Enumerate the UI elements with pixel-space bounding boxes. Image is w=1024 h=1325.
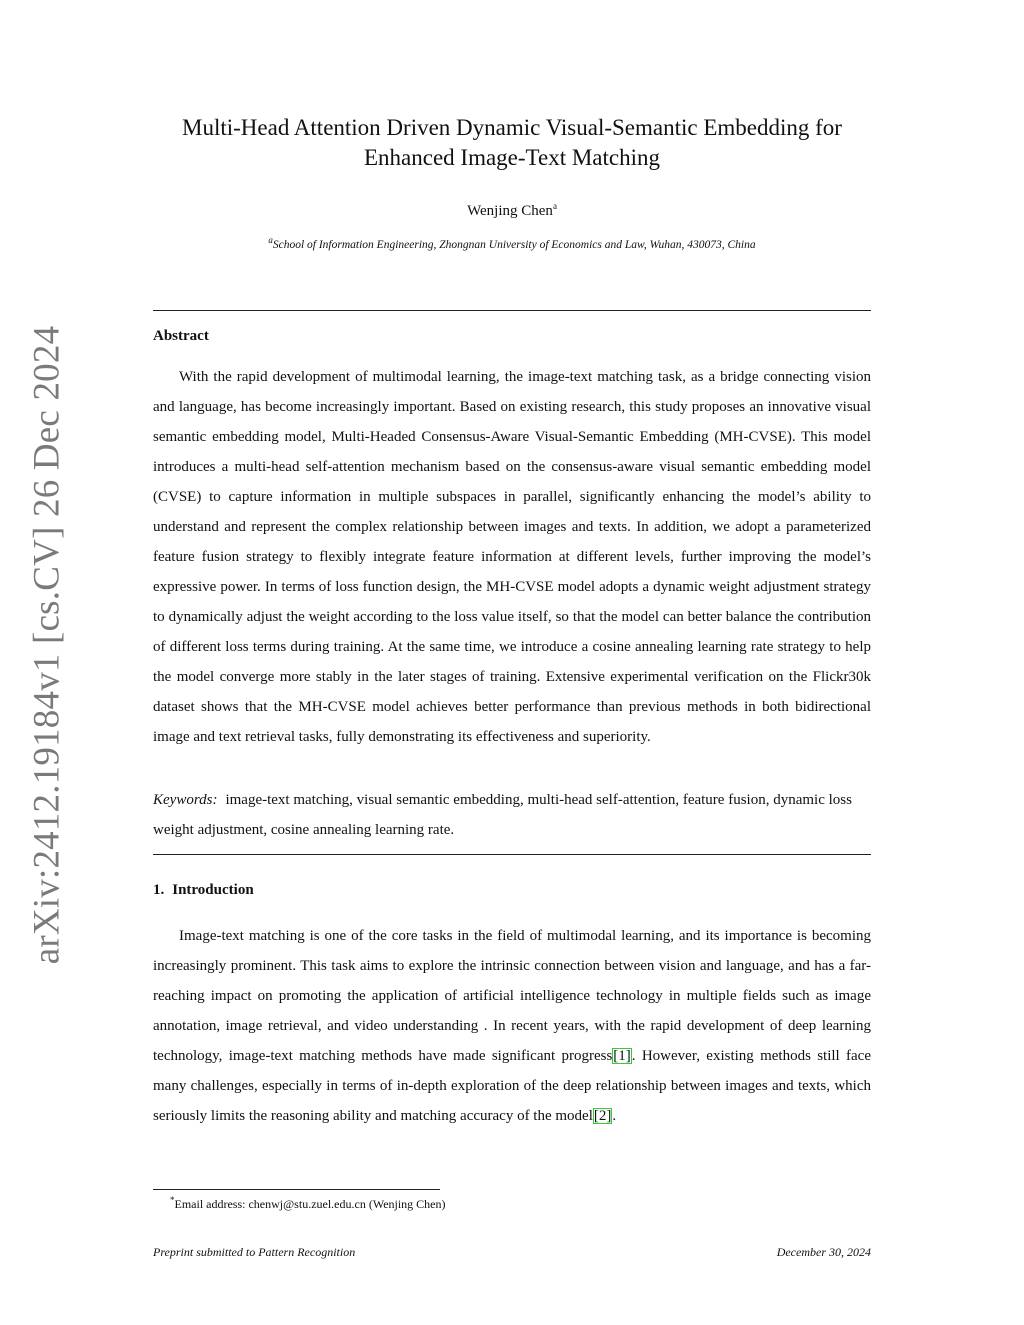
introduction-paragraph bbox=[153, 921, 871, 1131]
abstract-text: With the rapid development of multimodal learning, the image-text matching task, as a bridge connecting vision and language, has become increasingly important. Based on existing research, this study proposes an innovative visual semantic embedding model, Multi-Headed Consensus-Aware Visual-Semantic Embedding (MH-CVSE). This model introduces a multi-head self-attention mechanism based on the consensus-aware visual semantic embedding model (CVSE) to capture information in multiple subspaces in parallel, significantly enhancing the model’s ability to understand and represent the complex relationship between images and texts. In addition, we adopt a parameterized feature fusion strategy to flexibly integrate feature information at different levels, further improving the model’s expressive power. In terms of loss function design, the MH-CVSE model adopts a dynamic weight adjustment strategy to dynamically adjust the weight according to the loss value itself, so that the model can better balance the contribution of different loss terms during training. At the same time, we introduce a cosine annealing learning rate strategy to help the model converge more stably in the later stages of training. Extensive experimental verification on the Flickr30k dataset shows that the MH-CVSE model achieves better performance than previous methods in both bidirectional image and text retrieval tasks, fully demonstrating its effectiveness and superiority. bbox=[153, 369, 871, 745]
affiliation-text: School of Information Engineering, Zhongnan University of Economics and Law, Wuhan, 430073, China bbox=[272, 238, 756, 251]
abstract-top-rule bbox=[153, 310, 871, 311]
abstract-bottom-rule bbox=[153, 854, 871, 855]
footer-date: December 30, 2024 bbox=[776, 1245, 871, 1259]
abstract-heading: Abstract bbox=[153, 328, 209, 344]
keywords-block bbox=[153, 785, 871, 845]
section-title: Introduction bbox=[172, 882, 254, 898]
footnote-text: Email address: chenwj@stu.zuel.edu.cn (Wenjing Chen) bbox=[174, 1197, 446, 1211]
intro-text-part-3: . bbox=[612, 1108, 617, 1124]
arxiv-identifier-stamp: arXiv:2412.19184v1 [cs.CV] 26 Dec 2024 bbox=[26, 325, 68, 965]
intro-text-part-1: Image-text matching is one of the core tasks in the field of multimodal learning, and its importance is becoming increasingly prominent. This task aims to explore the intrinsic connection between vision and language, and has a far-reaching impact on promoting the application of artificial intelligence technology in multiple fields such as image annotation, image retrieval, and video understanding . In recent years, with the rapid development of deep learning technology, image-text matching methods have made significant progress bbox=[153, 928, 871, 1064]
section-heading-introduction bbox=[153, 882, 254, 899]
citation-link-1[interactable]: [1] bbox=[613, 1048, 631, 1064]
footer-journal: Preprint submitted to Pattern Recognition bbox=[153, 1245, 356, 1259]
affiliation-marker: a bbox=[268, 235, 273, 245]
paper-title: Multi-Head Attention Driven Dynamic Visual-Semantic Embedding for Enhanced Image-Text Matching bbox=[182, 115, 842, 170]
footnote-marker: * bbox=[170, 1195, 175, 1205]
footnote-rule bbox=[153, 1189, 440, 1190]
section-number: 1. bbox=[153, 882, 165, 898]
citation-link-2[interactable]: [2] bbox=[593, 1108, 612, 1124]
author-name: Wenjing Chen bbox=[467, 203, 553, 219]
keywords-label: Keywords: bbox=[153, 792, 218, 808]
affiliation-line bbox=[153, 235, 871, 251]
keywords-text: image-text matching, visual semantic embedding, multi-head self-attention, feature fusion, dynamic loss weight adjustment, cosine annealing learning rate. bbox=[153, 792, 852, 838]
author-line bbox=[153, 201, 871, 220]
intro-text-part-2: . However, existing methods still face many challenges, especially in terms of in-depth exploration of the deep relationship between images and texts, which seriously limits the reasoning ability and matching accuracy of the model bbox=[153, 1048, 871, 1124]
author-affiliation-marker: a bbox=[552, 201, 557, 211]
footnote bbox=[170, 1195, 446, 1212]
